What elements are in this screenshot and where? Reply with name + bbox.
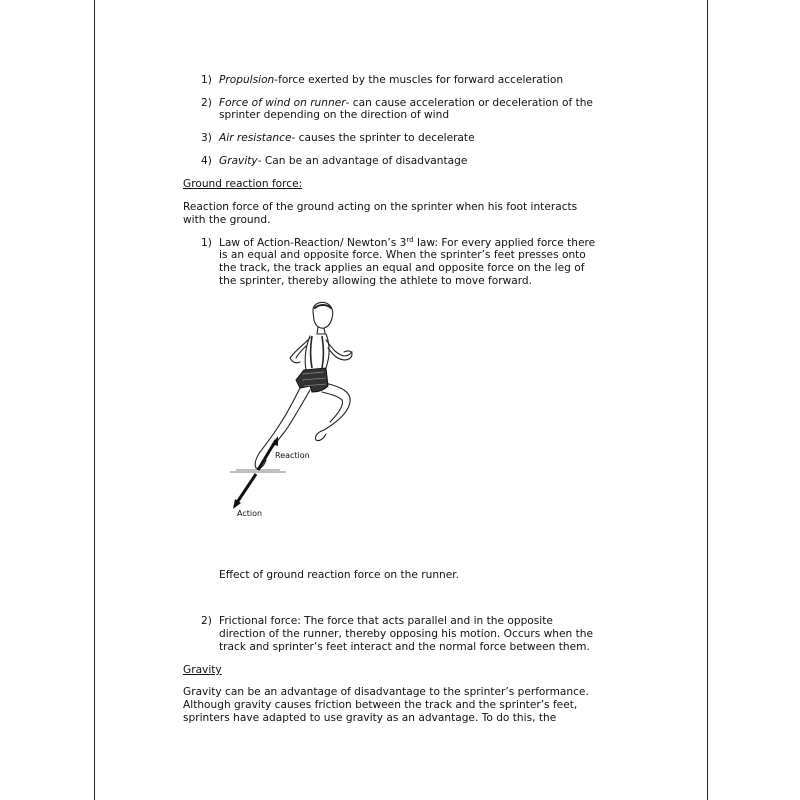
list-item-wind-cont: sprinter depending on the direction of wind bbox=[219, 109, 450, 121]
list-number: 3) bbox=[201, 132, 212, 144]
list-item-air-resistance: Air resistance- causes the sprinter to decelerate bbox=[219, 132, 475, 144]
list-item-gravity: Gravity- Can be an advantage of disadvantage bbox=[219, 155, 468, 167]
action-label: Action bbox=[237, 509, 263, 518]
section-heading-grf: Ground reaction force: bbox=[183, 178, 303, 190]
list-item-propulsion: Propulsion-force exerted by the muscles for forward acceleration bbox=[219, 74, 564, 86]
list-number: 2) bbox=[201, 615, 212, 627]
gravity-paragraph: Although gravity causes friction between the track and the sprinter’s feet, bbox=[183, 699, 578, 711]
newton-law-line: is an equal and opposite force. When the sprinter’s feet presses onto bbox=[219, 249, 586, 261]
newton-law-line: Law of Action-Reaction/ Newton’s 3rd law: For every applied force there bbox=[219, 236, 596, 249]
list-item-wind: Force of wind on runner- can cause acceleration or deceleration of the bbox=[219, 97, 593, 109]
section-heading-gravity: Gravity bbox=[183, 664, 222, 676]
newton-law-line: the track, the track applies an equal and opposite force on the leg of bbox=[219, 262, 585, 274]
sprinter-figure bbox=[220, 296, 380, 526]
grf-paragraph-cont: with the ground. bbox=[183, 214, 271, 226]
list-number: 1) bbox=[201, 237, 212, 249]
friction-line: Frictional force: The force that acts parallel and in the opposite bbox=[219, 615, 553, 627]
list-number: 1) bbox=[201, 74, 212, 86]
list-number: 2) bbox=[201, 97, 212, 109]
friction-line: direction of the runner, thereby opposing his motion. Occurs when the bbox=[219, 628, 593, 640]
gravity-paragraph: Gravity can be an advantage of disadvantage to the sprinter’s performance. bbox=[183, 686, 589, 698]
gravity-paragraph: sprinters have adapted to use gravity as an advantage. To do this, the bbox=[183, 712, 557, 724]
grf-paragraph: Reaction force of the ground acting on the sprinter when his foot interacts bbox=[183, 201, 578, 213]
newton-law-line: the sprinter, thereby allowing the athlete to move forward. bbox=[219, 275, 532, 287]
reaction-label: Reaction bbox=[275, 451, 310, 460]
figure-caption: Effect of ground reaction force on the runner. bbox=[219, 569, 460, 581]
list-number: 4) bbox=[201, 155, 212, 167]
friction-line: track and sprinter’s feet interact and the normal force between them. bbox=[219, 641, 590, 653]
